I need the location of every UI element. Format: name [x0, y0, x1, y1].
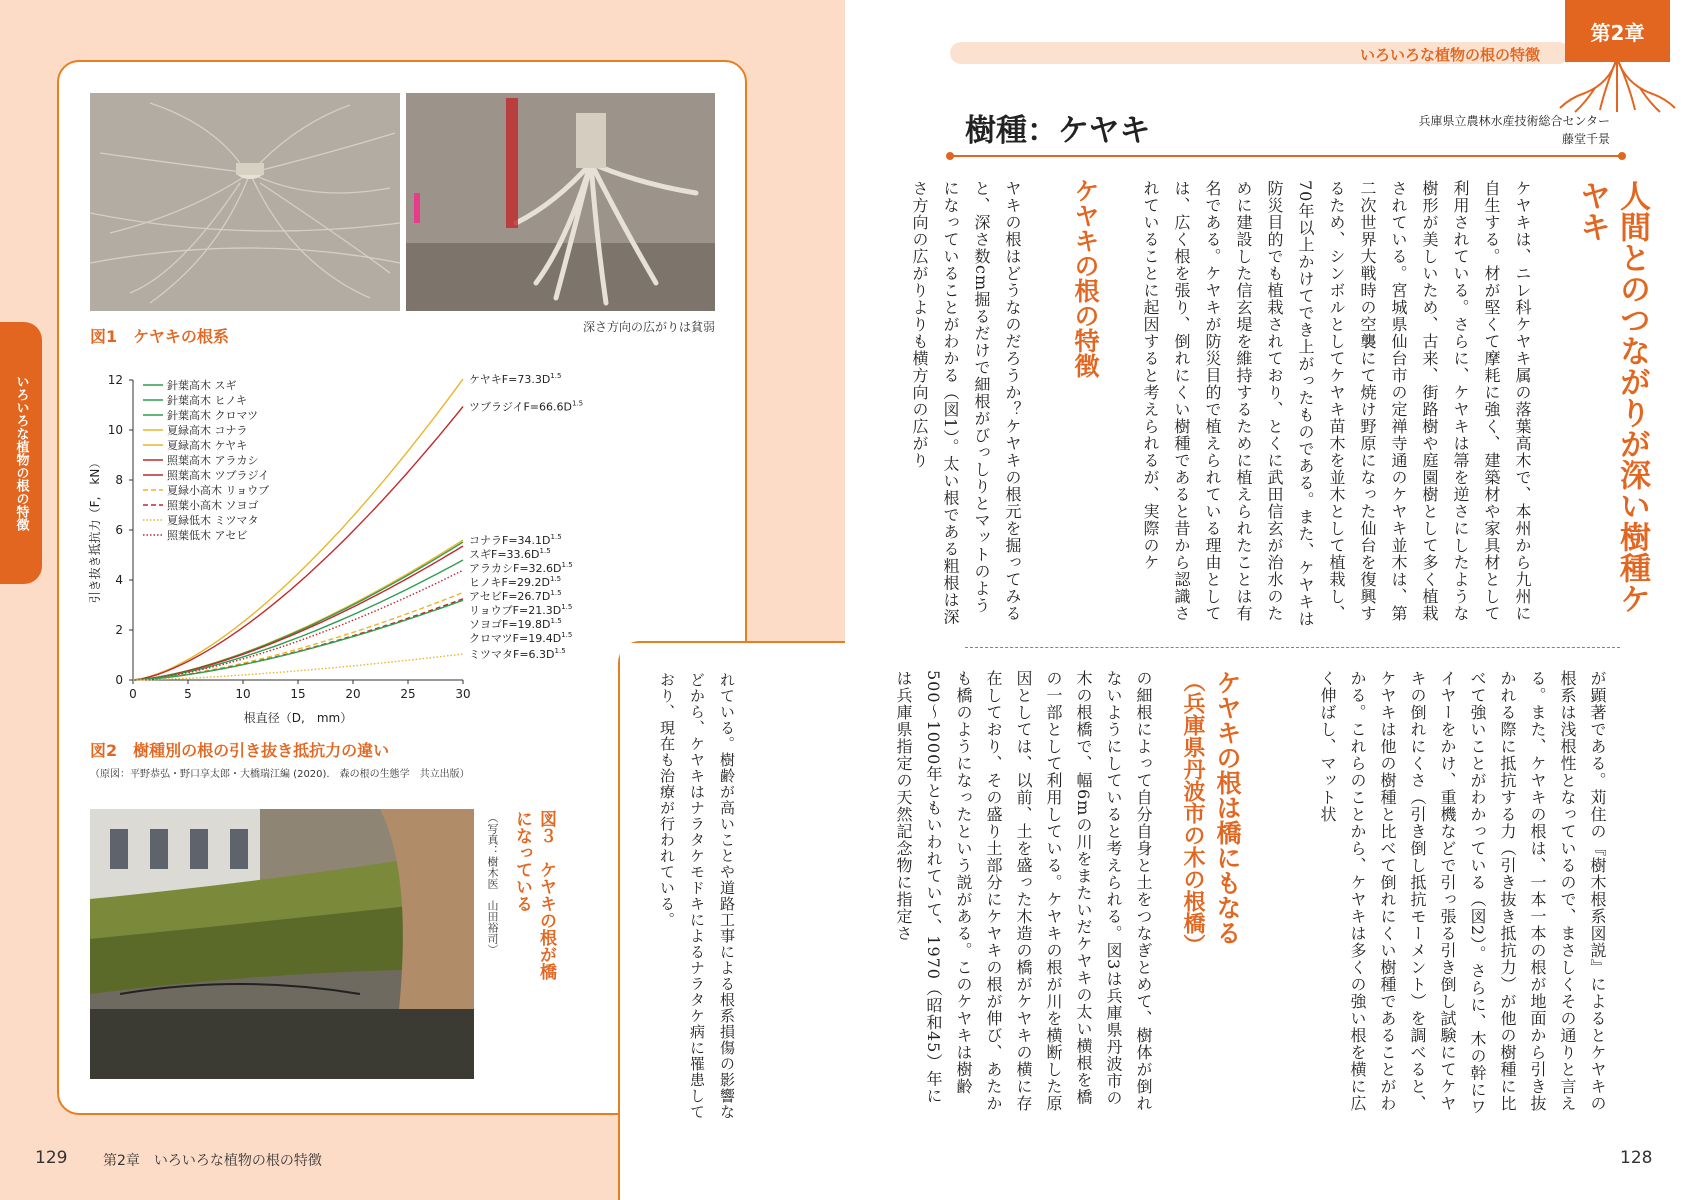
legend-label: 照葉小高木 ソヨゴ [167, 499, 259, 512]
y-tick-label: 10 [107, 423, 123, 437]
legend-label: 針葉高木 クロマツ [167, 409, 259, 422]
legend-label: 照葉高木 アラカシ [167, 454, 259, 467]
heading-root-bridge-sub: （兵庫県丹波市の木の根橋） [1180, 670, 1205, 956]
series-label-リョウブ: リョウブ$F=21.3D^{1.5}$ [469, 603, 573, 617]
author-name: 藤堂千景 [1561, 132, 1610, 146]
fig2-source: （原図：平野恭弘・野口享太郎・大橋瑞江編 (2020). 森の根の生態学 共立出版） [90, 769, 470, 780]
pullout-resistance-chart [85, 365, 625, 735]
x-tick-label: 20 [345, 687, 361, 701]
x-axis-label: 根直径（D, mm） [243, 711, 353, 725]
x-tick-label: 15 [290, 687, 306, 701]
legend-label: 針葉高木 スギ [167, 379, 237, 392]
series-label-ツブラジイ: ツブラジイ$F=66.6D^{1.5}$ [469, 399, 584, 414]
header-rule-dot-right [1618, 152, 1626, 160]
series-label-クロマツ: クロマツ$F=19.4D^{1.5}$ [469, 631, 573, 645]
x-tick-label: 5 [184, 687, 192, 701]
series-label-コナラ: コナラ$F=34.1D^{1.5}$ [469, 533, 562, 547]
series-label-ヒノキ: ヒノキ$F=29.2D^{1.5}$ [469, 575, 562, 589]
legend-label: 照葉高木 ツブラジイ [167, 469, 269, 482]
y-tick-label: 8 [115, 473, 123, 487]
lower-body-text: の細根によって自分自身と土をつなぎとめて、樹体が倒れないようにしていると考えられる。図3は兵庫県丹波市の木の根橋で、幅6mの川をまたいだケヤキの太い横根を橋の一部として利用している。ケヤキの根が川を横断した原因としては、以前、土を盛った木造の橋がケヤキの横に存在しており、その盛り土部分にケヤキの根が伸び、あたかも橋のようになったという説がある。このケヤキは樹齢500～1000年ともいわれていて、1970（昭和45）年には兵庫県指定の天然記念物に指定さ [894, 670, 1153, 1112]
upper-body-text-tail: ヤキの根はどうなのだろうか？ケヤキの根元を掘ってみると、深さ数cm掘るだけで細根がびっしりとマットのようになっていることがわかる（図1）。太い根である粗根は深さ方向の広がりよりも横方向の広がり [910, 180, 1022, 626]
side-tab[interactable] [0, 322, 42, 584]
legend-label: 夏緑小高木 リョウブ [167, 484, 270, 497]
series-label-スギ: スギ$F=33.6D^{1.5}$ [469, 547, 551, 561]
x-tick-label: 25 [400, 687, 416, 701]
fig2-caption: 図2 樹種別の根の引き抜き抵抗力の違い [90, 741, 390, 760]
header-rule [950, 155, 1622, 157]
root-bridge-photo [90, 809, 474, 1079]
series-label-アセビ: アセビ$F=26.7D^{1.5}$ [469, 589, 562, 603]
series-line-クロマツ [133, 600, 463, 680]
fig1-photo-note: 深さ方向の広がりは貧弱 [582, 320, 715, 334]
author-affiliation: 兵庫県立農林水産技術総合センター [1418, 114, 1610, 128]
series-label-ソヨゴ: ソヨゴ$F=19.8D^{1.5}$ [469, 617, 562, 631]
root-system-photo-2 [406, 93, 715, 311]
legend-label: 針葉高木 ヒノキ [167, 394, 247, 407]
root-system-photo-2-image [406, 93, 715, 311]
left-body-text: れている。樹齢が高いことや道路工事による根系損傷の影響などから、ケヤキはナラタケモドキによるナラタケ病に罹患しており、現在も治療が行われている。 [658, 672, 736, 1120]
root-bridge-photo-image [90, 809, 474, 1079]
heading-connection: 人間とのつながりが深い樹種ケヤキ [1574, 180, 1650, 614]
series-line-リョウブ [133, 593, 463, 681]
x-tick-label: 10 [235, 687, 251, 701]
lower-body-text-right: が顕著である。苅住の『樹木根系図説』によるとケヤキの根系は浅根性となっているので、まさしくその通りと言える。また、ケヤキの根は、一本一本の根が地面から引き抜かれる際に抵抗する力（引き抜き抵抗力）が他の樹種に比べて強いことがわかっている（図2）。さらに、木の幹にワイヤーをかけ、重機などで引っ張る引き倒し試験にてケヤキの倒れにくさ（引き倒し抵抗モーメント）を調べると、ケヤキは他の樹種と比べて倒れにくい樹種であることがわかる。これらのことから、ケヤキは多くの強い根を横に広く伸ばし、マット状 [1318, 670, 1607, 1116]
y-tick-label: 4 [115, 573, 123, 587]
y-tick-label: 2 [115, 623, 123, 637]
legend-label: 夏緑低木 ミツマタ [167, 514, 259, 527]
y-tick-label: 6 [115, 523, 123, 537]
left-page-number: 129 [35, 1148, 68, 1168]
section-divider [965, 647, 1620, 648]
series-label-アラカシ: アラカシ$F=32.6D^{1.5}$ [469, 561, 573, 575]
y-tick-label: 12 [107, 373, 123, 387]
chapter-badge [1565, 0, 1670, 62]
root-system-photo-1-image [90, 93, 400, 311]
species-heading: 樹種：ケヤキ [965, 113, 1151, 149]
legend-label: 照葉低木 アセビ [167, 529, 248, 542]
right-page-number: 128 [1620, 1148, 1653, 1168]
root-system-photo-1 [90, 93, 400, 311]
fig3-caption: 図３ ケヤキの根が橋になっている [512, 810, 556, 980]
legend-label: 夏緑高木 コナラ [167, 424, 248, 437]
y-tick-label: 0 [115, 673, 123, 687]
upper-body-text: ケヤキは、ニレ科ケヤキ属の落葉高木で、本州から九州に自生する。材が堅くて摩耗に強く、建築材や家具材として利用されている。さらに、ケヤキは箒を逆さにしたような樹形が美しいため、古来、街路樹や庭園樹として多く植栽されている。宮城県仙台市の定禅寺通のケヤキ並木は、第二次世界大戦時の空襲にて焼け野原になった仙台を復興するため、シンボルとしてケヤキ苗木を並木として植栽し、70年以上かけてでき上がったものである。また、ケヤキは防災目的でも植栽されており、とくに武田信玄が治水のために建設した信玄堤を維持するために植えられたことは有名である。ケヤキが防災目的で植えられている理由としては、広く根を張り、倒れにくい樹種であると昔から認識されていることに起因すると考えられるが、実際のケ [1141, 180, 1532, 628]
left-running-footer: 第2章 いろいろな植物の根の特徴 [103, 1153, 322, 1169]
legend-label: 夏緑高木 ケヤキ [167, 439, 248, 452]
series-label-ケヤキ: ケヤキ$F=73.3D^{1.5}$ [469, 372, 562, 386]
fig1-caption: 図1 ケヤキの根系 [90, 327, 229, 346]
x-tick-label: 30 [455, 687, 471, 701]
fig3-credit: （写真：樹木医 山田裕司） [486, 812, 499, 955]
side-tab-label: いろいろな植物の根の特徴 [13, 375, 29, 531]
chapter-badge-label: 第2章 [1590, 20, 1645, 45]
roots-icon [1555, 58, 1680, 113]
y-axis-label: 引き抜き抵抗力（F, kN） [88, 456, 102, 604]
heading-root-features: ケヤキの根の特徴 [1063, 178, 1107, 428]
series-label-ミツマタ: ミツマタ$F=6.3D^{1.5}$ [469, 647, 566, 661]
chapter-title: いろいろな植物の根の特徴 [1359, 46, 1540, 64]
x-tick-label: 0 [129, 687, 137, 701]
header-rule-dot-left [946, 152, 954, 160]
heading-root-bridge: ケヤキの根は橋にもなる [1213, 670, 1242, 945]
